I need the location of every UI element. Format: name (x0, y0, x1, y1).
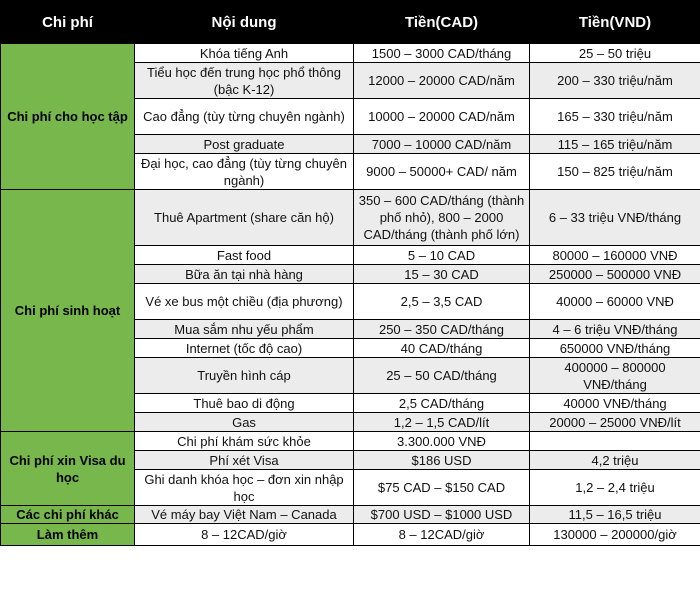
content-cell: Vé xe bus một chiều (địa phương) (135, 284, 354, 320)
cad-cell: 9000 – 50000+ CAD/ năm (354, 154, 530, 190)
content-cell: Truyền hình cáp (135, 358, 354, 394)
content-cell: Bữa ăn tại nhà hàng (135, 265, 354, 284)
header-row (1, 1, 700, 44)
content-cell: Đại học, cao đẳng (tùy từng chuyên ngành) (135, 154, 354, 190)
vnd-cell: 115 – 165 triệu/năm (530, 135, 700, 154)
cad-cell: 1,2 – 1,5 CAD/lít (354, 413, 530, 432)
cad-cell: 3.300.000 VNĐ (354, 432, 530, 451)
header-vnd: Tiền(VND) (530, 1, 700, 44)
cad-cell: 5 – 10 CAD (354, 246, 530, 265)
category-cell: Chi phí cho học tập (1, 44, 135, 190)
content-cell: Post graduate (135, 135, 354, 154)
category-cell: Chi phí xin Visa du học (1, 432, 135, 506)
table-row (1, 44, 700, 63)
vnd-cell: 11,5 – 16,5 triệu (530, 506, 700, 524)
content-cell: Phí xét Visa (135, 451, 354, 470)
cad-cell: 2,5 – 3,5 CAD (354, 284, 530, 320)
vnd-cell (530, 432, 700, 451)
category-cell: Làm thêm (1, 524, 135, 546)
content-cell: 8 – 12CAD/giờ (135, 524, 354, 546)
vnd-cell: 400000 – 800000 VNĐ/tháng (530, 358, 700, 394)
cad-cell: 250 – 350 CAD/tháng (354, 320, 530, 339)
category-cell: Chi phí sinh hoạt (1, 190, 135, 432)
content-cell: Thuê Apartment (share căn hộ) (135, 190, 354, 246)
vnd-cell: 650000 VNĐ/tháng (530, 339, 700, 358)
cad-cell: 2,5 CAD/tháng (354, 394, 530, 413)
content-cell: Chi phí khám sức khỏe (135, 432, 354, 451)
content-cell: Thuê bao di động (135, 394, 354, 413)
table-row (1, 524, 700, 546)
category-cell: Các chi phí khác (1, 506, 135, 524)
table-row (1, 190, 700, 246)
table-row (1, 432, 700, 451)
vnd-cell: 25 – 50 triệu (530, 44, 700, 63)
content-cell: Gas (135, 413, 354, 432)
header-category: Chi phí (1, 1, 135, 44)
vnd-cell: 80000 – 160000 VNĐ (530, 246, 700, 265)
vnd-cell: 20000 – 25000 VNĐ/lít (530, 413, 700, 432)
cad-cell: 350 – 600 CAD/tháng (thành phố nhỏ), 800 – 2000 CAD/tháng (thành phố lớn) (354, 190, 530, 246)
content-cell: Ghi danh khóa học – đơn xin nhập học (135, 470, 354, 506)
cad-cell: 10000 – 20000 CAD/năm (354, 99, 530, 135)
table-body (1, 44, 700, 546)
content-cell: Fast food (135, 246, 354, 265)
content-cell: Cao đẳng (tùy từng chuyên ngành) (135, 99, 354, 135)
content-cell: Vé máy bay Việt Nam – Canada (135, 506, 354, 524)
content-cell: Khóa tiếng Anh (135, 44, 354, 63)
cad-cell: $700 USD – $1000 USD (354, 506, 530, 524)
vnd-cell: 4,2 triệu (530, 451, 700, 470)
vnd-cell: 165 – 330 triệu/năm (530, 99, 700, 135)
vnd-cell: 130000 – 200000/giờ (530, 524, 700, 546)
vnd-cell: 150 – 825 triệu/năm (530, 154, 700, 190)
cad-cell: 7000 – 10000 CAD/năm (354, 135, 530, 154)
table-row (1, 506, 700, 524)
content-cell: Tiểu học đến trung học phổ thông (bậc K-12) (135, 63, 354, 99)
cad-cell: 12000 – 20000 CAD/năm (354, 63, 530, 99)
header-content: Nội dung (135, 1, 354, 44)
cad-cell: 25 – 50 CAD/tháng (354, 358, 530, 394)
content-cell: Mua sắm nhu yếu phẩm (135, 320, 354, 339)
vnd-cell: 4 – 6 triệu VNĐ/tháng (530, 320, 700, 339)
vnd-cell: 250000 – 500000 VNĐ (530, 265, 700, 284)
cad-cell: 1500 – 3000 CAD/tháng (354, 44, 530, 63)
vnd-cell: 40000 – 60000 VNĐ (530, 284, 700, 320)
vnd-cell: 1,2 – 2,4 triệu (530, 470, 700, 506)
cad-cell: $186 USD (354, 451, 530, 470)
table-header (1, 1, 700, 44)
cad-cell: 40 CAD/tháng (354, 339, 530, 358)
vnd-cell: 200 – 330 triệu/năm (530, 63, 700, 99)
vnd-cell: 40000 VNĐ/tháng (530, 394, 700, 413)
vnd-cell: 6 – 33 triệu VNĐ/tháng (530, 190, 700, 246)
cad-cell: $75 CAD – $150 CAD (354, 470, 530, 506)
cad-cell: 15 – 30 CAD (354, 265, 530, 284)
cad-cell: 8 – 12CAD/giờ (354, 524, 530, 546)
content-cell: Internet (tốc độ cao) (135, 339, 354, 358)
header-cad: Tiền(CAD) (354, 1, 530, 44)
